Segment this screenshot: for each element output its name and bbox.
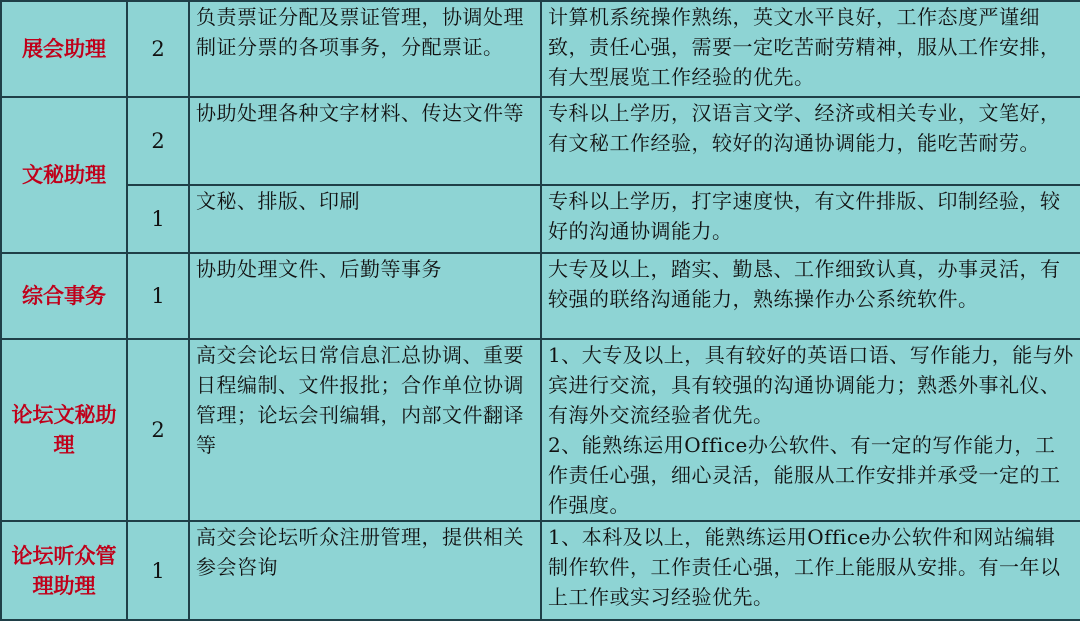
count-cell: 1 bbox=[127, 521, 189, 620]
count-cell: 2 bbox=[127, 97, 189, 185]
count-cell: 2 bbox=[127, 339, 189, 521]
requirement-cell bbox=[541, 185, 1080, 253]
requirement-text: 专科以上学历，汉语言文学、经济或相关专业，文笔好，有文秘工作经验，较好的沟通协调能力，能吃苦耐劳。 bbox=[548, 101, 1061, 155]
requirement-text: 计算机系统操作熟练，英文水平良好，工作态度严谨细致，责任心强，需要一定吃苦耐劳精神，服从工作安排，有大型展览工作经验的优先。 bbox=[548, 5, 1061, 89]
table-row bbox=[1, 521, 1080, 620]
table-row bbox=[1, 253, 1080, 339]
requirement-cell bbox=[541, 1, 1080, 97]
duty-cell: 协助处理各种文字材料、传达文件等 bbox=[189, 97, 541, 185]
requirement-cell bbox=[541, 253, 1080, 339]
table-row bbox=[1, 1, 1080, 97]
duty-cell: 协助处理文件、后勤等事务 bbox=[189, 253, 541, 339]
requirement-text: 1、本科及以上，能熟练运用Office办公软件和网站编辑制作软件，工作责任心强，工作上能服从安排。有一年以上工作或实习经验优先。 bbox=[548, 525, 1061, 609]
requirement-text: 大专及以上，踏实、勤恳、工作细致认真，办事灵活，有较强的联络沟通能力，熟练操作办公系统软件。 bbox=[548, 257, 1061, 311]
position-cell: 综合事务 bbox=[1, 253, 127, 339]
requirement-cell bbox=[541, 97, 1080, 185]
table-row bbox=[1, 97, 1080, 185]
requirement-cell bbox=[541, 521, 1080, 620]
position-cell: 展会助理 bbox=[1, 1, 127, 97]
count-cell: 1 bbox=[127, 185, 189, 253]
table-row bbox=[1, 185, 1080, 253]
duty-cell: 高交会论坛日常信息汇总协调、重要日程编制、文件报批；合作单位协调管理；论坛会刊编辑，内部文件翻译等 bbox=[189, 339, 541, 521]
requirement-cell bbox=[541, 339, 1080, 521]
position-cell: 论坛文秘助理 bbox=[1, 339, 127, 521]
duty-cell: 文秘、排版、印刷 bbox=[189, 185, 541, 253]
count-cell: 2 bbox=[127, 1, 189, 97]
requirement-text: 2、能熟练运用Office办公软件、有一定的写作能力，工作责任心强，细心灵活，能服从工作安排并承受一定的工作强度。 bbox=[548, 433, 1061, 517]
requirement-text: 1、大专及以上，具有较好的英语口语、写作能力，能与外宾进行交流，具有较强的沟通协调能力；熟悉外事礼仪、有海外交流经验者优先。 bbox=[548, 343, 1074, 427]
position-cell: 论坛听众管理助理 bbox=[1, 521, 127, 620]
duty-cell: 负责票证分配及票证管理，协调处理制证分票的各项事务，分配票证。 bbox=[189, 1, 541, 97]
duty-cell: 高交会论坛听众注册管理，提供相关参会咨询 bbox=[189, 521, 541, 620]
table-row bbox=[1, 339, 1080, 521]
count-cell: 1 bbox=[127, 253, 189, 339]
position-cell: 文秘助理 bbox=[1, 97, 127, 253]
requirement-text: 专科以上学历，打字速度快，有文件排版、印制经验，较好的沟通协调能力。 bbox=[548, 189, 1061, 243]
